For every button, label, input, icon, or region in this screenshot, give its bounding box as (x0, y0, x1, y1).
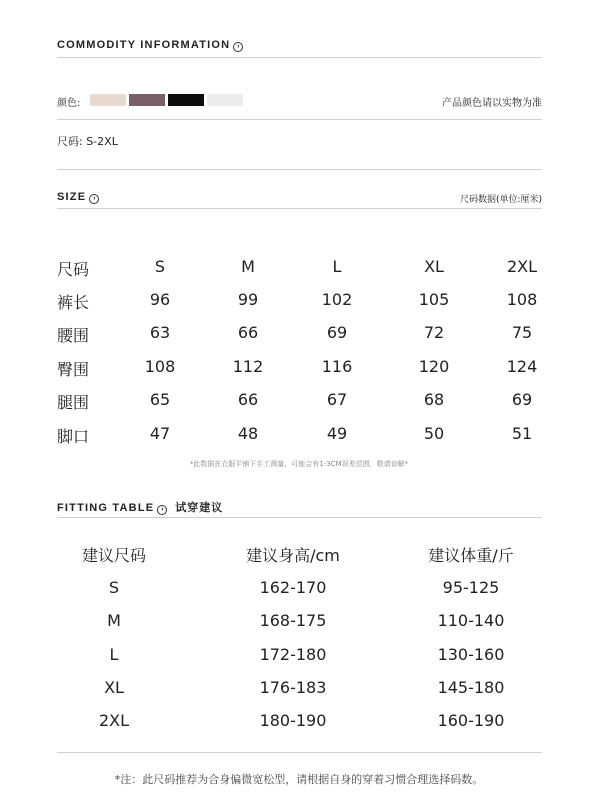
color-note: 产品颜色请以实物为准 (442, 98, 542, 109)
size-range: 尺码: S-2XL (57, 135, 118, 148)
size-column-header: L (332, 257, 342, 276)
measurement-disclaimer: *此数据在衣服平铺下手工测量，可能会有1-3CM误差范围，敬请谅解* (189, 460, 409, 468)
size-cell: 72 (423, 323, 445, 342)
fitting-cell: S (108, 578, 120, 597)
size-cell: 66 (237, 390, 259, 409)
size-cell: 51 (511, 424, 533, 443)
size-cell: 48 (237, 424, 259, 443)
size-row-label: 臀围 (57, 360, 90, 379)
size-row-label: 脚口 (57, 427, 90, 446)
color-label: 颜色: (57, 98, 81, 109)
fitting-cell: 2XL (98, 711, 130, 730)
fitting-column-header: 建议尺码 (81, 546, 146, 565)
divider (57, 517, 542, 518)
commodity-section-title (57, 39, 243, 52)
size-cell: 66 (237, 323, 259, 342)
size-title: SIZE (57, 191, 87, 203)
size-cell: 49 (326, 424, 348, 443)
size-column-header: S (154, 257, 166, 276)
divider (57, 119, 542, 120)
size-cell: 99 (237, 290, 259, 309)
size-row-label: 裤长 (57, 293, 90, 312)
fitting-cell: 162-170 (259, 578, 327, 597)
size-cell: 116 (321, 357, 353, 376)
size-column-header: 2XL (506, 257, 538, 276)
size-cell: 50 (423, 424, 445, 443)
fitting-cell: XL (104, 678, 124, 697)
unit-note: 尺码数据(单位:厘米) (459, 195, 542, 205)
size-row-label: 腰围 (57, 326, 90, 345)
size-section-title (57, 191, 99, 204)
chevron-right-icon: › (157, 505, 167, 515)
size-column-header: M (241, 257, 255, 276)
fitting-cell: 180-190 (259, 711, 327, 730)
size-cell: 108 (506, 290, 538, 309)
divider (57, 208, 542, 209)
fitting-cell: 110-140 (437, 611, 505, 630)
size-cell: 75 (511, 323, 533, 342)
color-swatch-beige (90, 94, 126, 106)
fitting-cell: 172-180 (259, 645, 327, 664)
size-cell: 63 (149, 323, 171, 342)
divider (57, 169, 542, 170)
fitting-cell: 130-160 (437, 645, 505, 664)
fitting-cell: M (107, 611, 121, 630)
chevron-right-icon: › (233, 42, 243, 52)
color-swatch-light-grey (207, 94, 243, 106)
fitting-cell: 168-175 (259, 611, 327, 630)
fitting-cell: 160-190 (437, 711, 505, 730)
size-cell: 102 (321, 290, 353, 309)
size-cell: 124 (506, 357, 538, 376)
size-cell: 108 (144, 357, 176, 376)
fitting-cell: L (109, 645, 119, 664)
size-cell: 47 (149, 424, 171, 443)
size-cell: 68 (423, 390, 445, 409)
fitting-column-header: 建议身高/cm (246, 546, 340, 565)
size-cell: 112 (232, 357, 264, 376)
color-swatch-mauve (129, 94, 165, 106)
fitting-cell: 176-183 (259, 678, 327, 697)
fitting-footnote: *注：此尺码推荐为合身偏微宽松型，请根据自身的穿着习惯合理选择码数。 (114, 773, 484, 786)
fitting-subtitle: 试穿建议 (175, 502, 224, 514)
size-cell: 96 (149, 290, 171, 309)
fitting-cell: 145-180 (437, 678, 505, 697)
size-cell: 120 (418, 357, 450, 376)
size-column-header: XL (424, 257, 444, 276)
size-cell: 67 (326, 390, 348, 409)
commodity-title: COMMODITY INFORMATION (57, 39, 231, 51)
chevron-right-icon: › (89, 194, 99, 204)
fitting-cell: 95-125 (442, 578, 500, 597)
size-row-label: 腿围 (57, 393, 90, 412)
size-cell: 69 (326, 323, 348, 342)
size-cell: 65 (149, 390, 171, 409)
size-table-header-label: 尺码 (57, 260, 90, 279)
divider (57, 752, 542, 753)
size-cell: 69 (511, 390, 533, 409)
color-swatch-black (168, 94, 204, 106)
size-cell: 105 (418, 290, 450, 309)
fitting-column-header: 建议体重/斤 (428, 546, 514, 565)
fitting-title: FITTING TABLE (57, 502, 155, 514)
fitting-section-title (57, 499, 223, 515)
divider (57, 57, 542, 58)
